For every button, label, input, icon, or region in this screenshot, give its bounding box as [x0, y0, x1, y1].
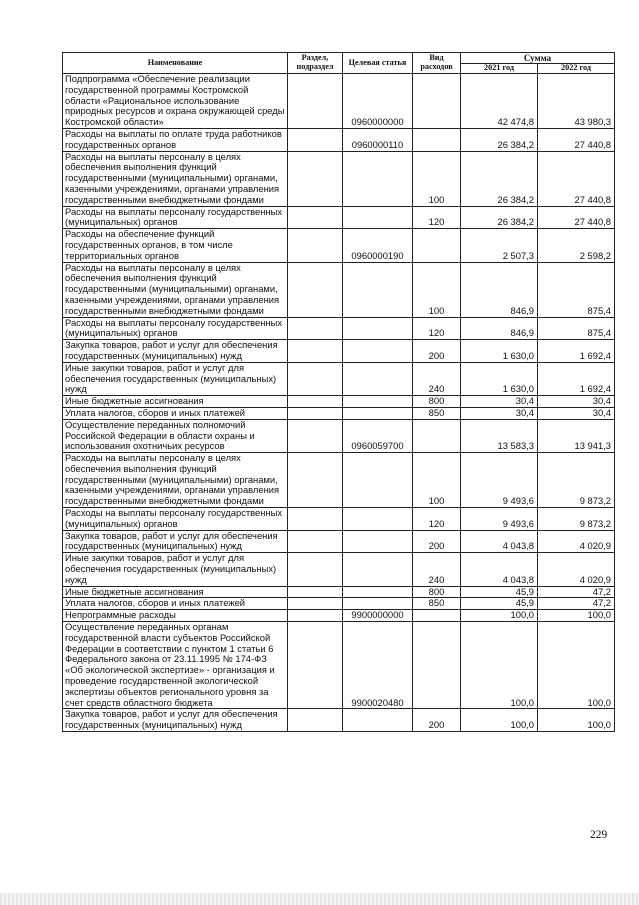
cell-target — [343, 407, 413, 419]
table-row — [63, 419, 615, 452]
cell-target: 0960000190 — [343, 229, 413, 262]
cell-2021: 26 384,2 — [461, 151, 538, 206]
cell-2022: 2 598,2 — [538, 229, 615, 262]
cell-2021: 846,9 — [461, 262, 538, 317]
cell-2021: 4 043,8 — [461, 553, 538, 586]
budget-table — [62, 52, 615, 732]
cell-2021: 13 583,3 — [461, 419, 538, 452]
cell-2022: 4 020,9 — [538, 530, 615, 553]
cell-kind — [413, 229, 461, 262]
table-row — [63, 586, 615, 598]
cell-section — [288, 362, 343, 395]
cell-target — [343, 598, 413, 610]
cell-section — [288, 530, 343, 553]
cell-kind: 200 — [413, 340, 461, 363]
cell-name: Иные закупки товаров, работ и услуг для обеспечения государственных (муниципальных) нужд — [63, 362, 288, 395]
cell-2022: 4 020,9 — [538, 553, 615, 586]
cell-section — [288, 407, 343, 419]
cell-section — [288, 622, 343, 709]
cell-name: Расходы на выплаты персоналу государственных (муниципальных) органов — [63, 508, 288, 531]
cell-target — [343, 586, 413, 598]
table-row — [63, 362, 615, 395]
cell-section — [288, 317, 343, 340]
cell-section — [288, 229, 343, 262]
cell-2021: 9 493,6 — [461, 508, 538, 531]
header-section: Раздел, подраздел — [288, 53, 343, 74]
cell-name: Осуществление переданных полномочий Российской Федерации в области охраны и использования охотничьих ресурсов — [63, 419, 288, 452]
cell-2021: 846,9 — [461, 317, 538, 340]
cell-section — [288, 508, 343, 531]
cell-2022: 1 692,4 — [538, 340, 615, 363]
cell-section — [288, 340, 343, 363]
cell-2022: 27 440,8 — [538, 206, 615, 229]
cell-section — [288, 709, 343, 732]
cell-target — [343, 709, 413, 732]
table-row — [63, 396, 615, 408]
cell-2021: 2 507,3 — [461, 229, 538, 262]
cell-2021: 30,4 — [461, 396, 538, 408]
table-row — [63, 553, 615, 586]
cell-kind — [413, 74, 461, 129]
cell-kind: 850 — [413, 407, 461, 419]
cell-kind: 120 — [413, 317, 461, 340]
cell-kind: 240 — [413, 362, 461, 395]
cell-target: 0960000000 — [343, 74, 413, 129]
cell-kind: 120 — [413, 206, 461, 229]
header-kind: Вид расходов — [413, 53, 461, 74]
cell-target — [343, 340, 413, 363]
cell-kind: 120 — [413, 508, 461, 531]
cell-name: Расходы на выплаты персоналу в целях обеспечения выполнения функций государственными (муниципальными) органами, казенными учреждениями, органами управления государственными внебюджетными фондами — [63, 151, 288, 206]
cell-name: Осуществление переданных органам государственной власти субъектов Российской Федерации в соответствии с пунктом 1 статьи 6 Федерального закона от 23.11.1995 № 174-ФЗ «Об экологической экспертизе» - организация и проведение государственной экологической экспертизы объектов регионального уровня за счет средств областного бюджета — [63, 622, 288, 709]
table-body — [63, 74, 615, 732]
cell-2021: 42 474,8 — [461, 74, 538, 129]
cell-section — [288, 553, 343, 586]
table-row — [63, 622, 615, 709]
cell-name: Расходы на обеспечение функций государственных органов, в том числе территориальных органов — [63, 229, 288, 262]
table-row — [63, 530, 615, 553]
cell-2021: 100,0 — [461, 709, 538, 732]
cell-2021: 100,0 — [461, 622, 538, 709]
table-row — [63, 317, 615, 340]
cell-2021: 4 043,8 — [461, 530, 538, 553]
cell-section — [288, 396, 343, 408]
cell-kind — [413, 610, 461, 622]
cell-name: Иные бюджетные ассигнования — [63, 396, 288, 408]
cell-kind — [413, 419, 461, 452]
cell-2021: 26 384,2 — [461, 206, 538, 229]
cell-section — [288, 453, 343, 508]
cell-name: Иные бюджетные ассигнования — [63, 586, 288, 598]
table-row — [63, 407, 615, 419]
cell-section — [288, 128, 343, 151]
cell-kind: 200 — [413, 530, 461, 553]
cell-name: Расходы на выплаты персоналу государственных (муниципальных) органов — [63, 317, 288, 340]
cell-section — [288, 206, 343, 229]
cell-target: 9900000000 — [343, 610, 413, 622]
cell-2022: 43 980,3 — [538, 74, 615, 129]
cell-2022: 100,0 — [538, 610, 615, 622]
cell-target — [343, 262, 413, 317]
cell-2022: 9 873,2 — [538, 453, 615, 508]
cell-name: Непрограммные расходы — [63, 610, 288, 622]
cell-target — [343, 553, 413, 586]
cell-2022: 30,4 — [538, 396, 615, 408]
table-row — [63, 508, 615, 531]
cell-target: 9900020480 — [343, 622, 413, 709]
cell-2021: 100,0 — [461, 610, 538, 622]
cell-name: Иные закупки товаров, работ и услуг для обеспечения государственных (муниципальных) нужд — [63, 553, 288, 586]
cell-2021: 30,4 — [461, 407, 538, 419]
cell-2022: 30,4 — [538, 407, 615, 419]
cell-target — [343, 151, 413, 206]
cell-name: Уплата налогов, сборов и иных платежей — [63, 407, 288, 419]
cell-name: Уплата налогов, сборов и иных платежей — [63, 598, 288, 610]
cell-section — [288, 262, 343, 317]
cell-section — [288, 419, 343, 452]
cell-kind: 800 — [413, 396, 461, 408]
table-row — [63, 610, 615, 622]
cell-2021: 1 630,0 — [461, 340, 538, 363]
cell-kind: 100 — [413, 453, 461, 508]
cell-2022: 27 440,8 — [538, 128, 615, 151]
cell-section — [288, 610, 343, 622]
cell-target: 0960059700 — [343, 419, 413, 452]
cell-kind: 240 — [413, 553, 461, 586]
cell-2022: 47,2 — [538, 598, 615, 610]
table-row — [63, 453, 615, 508]
cell-2022: 13 941,3 — [538, 419, 615, 452]
cell-2022: 9 873,2 — [538, 508, 615, 531]
table-row — [63, 151, 615, 206]
page-number: 229 — [590, 829, 608, 841]
cell-target — [343, 453, 413, 508]
cell-name: Расходы на выплаты персоналу государственных (муниципальных) органов — [63, 206, 288, 229]
cell-target — [343, 362, 413, 395]
table-row — [63, 206, 615, 229]
header-name: Наименование — [63, 53, 288, 74]
cell-target — [343, 396, 413, 408]
cell-target — [343, 508, 413, 531]
cell-kind: 200 — [413, 709, 461, 732]
cell-2022: 1 692,4 — [538, 362, 615, 395]
cell-2021: 45,9 — [461, 598, 538, 610]
cell-2021: 1 630,0 — [461, 362, 538, 395]
cell-kind: 800 — [413, 586, 461, 598]
cell-target — [343, 530, 413, 553]
cell-name: Закупка товаров, работ и услуг для обеспечения государственных (муниципальных) нужд — [63, 530, 288, 553]
table-row — [63, 598, 615, 610]
cell-2021: 26 384,2 — [461, 128, 538, 151]
cell-name: Подпрограмма «Обеспечение реализации государственной программы Костромской области «Рациональное использование природных ресурсов и охрана окружающей среды Костромской области» — [63, 74, 288, 129]
header-year-2022: 2022 год — [538, 64, 615, 74]
table-row — [63, 709, 615, 732]
table-row — [63, 340, 615, 363]
cell-name: Закупка товаров, работ и услуг для обеспечения государственных (муниципальных) нужд — [63, 709, 288, 732]
cell-section — [288, 74, 343, 129]
cell-name: Расходы на выплаты по оплате труда работников государственных органов — [63, 128, 288, 151]
cell-section — [288, 598, 343, 610]
header-target: Целевая статья — [343, 53, 413, 74]
cell-kind: 850 — [413, 598, 461, 610]
cell-2021: 45,9 — [461, 586, 538, 598]
cell-kind: 100 — [413, 262, 461, 317]
header-sum: Сумма — [461, 53, 615, 64]
cell-name: Расходы на выплаты персоналу в целях обеспечения выполнения функций государственными (муниципальными) органами, казенными учреждениями, органами управления государственными внебюджетными фондами — [63, 453, 288, 508]
cell-2021: 9 493,6 — [461, 453, 538, 508]
cell-2022: 27 440,8 — [538, 151, 615, 206]
cell-target — [343, 206, 413, 229]
table-row — [63, 74, 615, 129]
cell-section — [288, 151, 343, 206]
cell-name: Расходы на выплаты персоналу в целях обеспечения выполнения функций государственными (муниципальными) органами, казенными учреждениями, органами управления государственными внебюджетными фондами — [63, 262, 288, 317]
cell-kind — [413, 622, 461, 709]
cell-2022: 875,4 — [538, 317, 615, 340]
cell-name: Закупка товаров, работ и услуг для обеспечения государственных (муниципальных) нужд — [63, 340, 288, 363]
table-row — [63, 128, 615, 151]
cell-2022: 100,0 — [538, 622, 615, 709]
table-header — [63, 53, 615, 74]
scan-edge-strip — [0, 893, 639, 905]
cell-2022: 47,2 — [538, 586, 615, 598]
table-row — [63, 229, 615, 262]
cell-kind — [413, 128, 461, 151]
cell-section — [288, 586, 343, 598]
cell-kind: 100 — [413, 151, 461, 206]
cell-target — [343, 317, 413, 340]
cell-2022: 875,4 — [538, 262, 615, 317]
cell-2022: 100,0 — [538, 709, 615, 732]
table-row — [63, 262, 615, 317]
cell-target: 0960000110 — [343, 128, 413, 151]
header-year-2021: 2021 год — [461, 64, 538, 74]
